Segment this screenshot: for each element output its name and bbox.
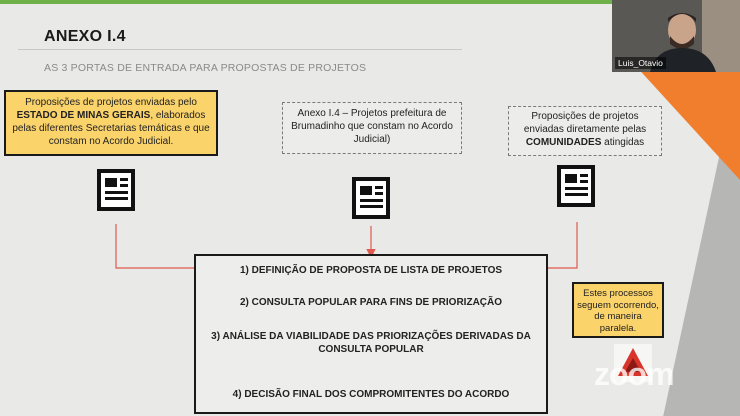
zoom-watermark: zoom	[594, 356, 674, 392]
process-flow-box	[194, 254, 548, 414]
participant-name-label: Luis_Otavio	[615, 57, 666, 69]
community-box-bold: COMUNIDADES	[525, 137, 602, 148]
step-2: 2) CONSULTA POPULAR PARA FINS DE PRIORIZAÇÃO	[239, 297, 503, 308]
slide-title: ANEXO I.4	[44, 28, 126, 45]
state-box-text-2: , elaborados pelas diferentes Secretarias temáticas e que constam no Acordo Judicial.	[12, 110, 210, 147]
step-3: 3) ANÁLISE DA VIABILIDADE DAS PRIORIZAÇÕES DERIVADAS DA CONSULTA POPULAR	[211, 331, 531, 355]
participant-video-tile[interactable]	[612, 0, 740, 72]
state-box-bold: ESTADO DE MINAS GERAIS	[16, 110, 151, 121]
state-box-text-1: Proposições de projetos enviadas pelo	[25, 97, 197, 108]
prefecture-projects-box: Anexo I.4 – Projetos prefeitura de Brumadinho que constam no Acordo Judicial)	[282, 102, 462, 154]
community-box-text-2: atingidas	[601, 137, 645, 148]
step-4: 4) DECISÃO FINAL DOS COMPROMITENTES DO ACORDO	[232, 389, 510, 400]
step-1: 1) DEFINIÇÃO DE PROPOSTA DE LISTA DE PROJETOS	[239, 265, 503, 276]
parallel-process-note: Estes processos seguem ocorrendo, de maneira paralela.	[572, 282, 664, 338]
slide-subtitle: AS 3 PORTAS DE ENTRADA PARA PROPOSTAS DE PROJETOS	[44, 62, 367, 74]
community-box-text-1: Proposições de projetos enviadas diretamente pelas	[523, 111, 647, 135]
